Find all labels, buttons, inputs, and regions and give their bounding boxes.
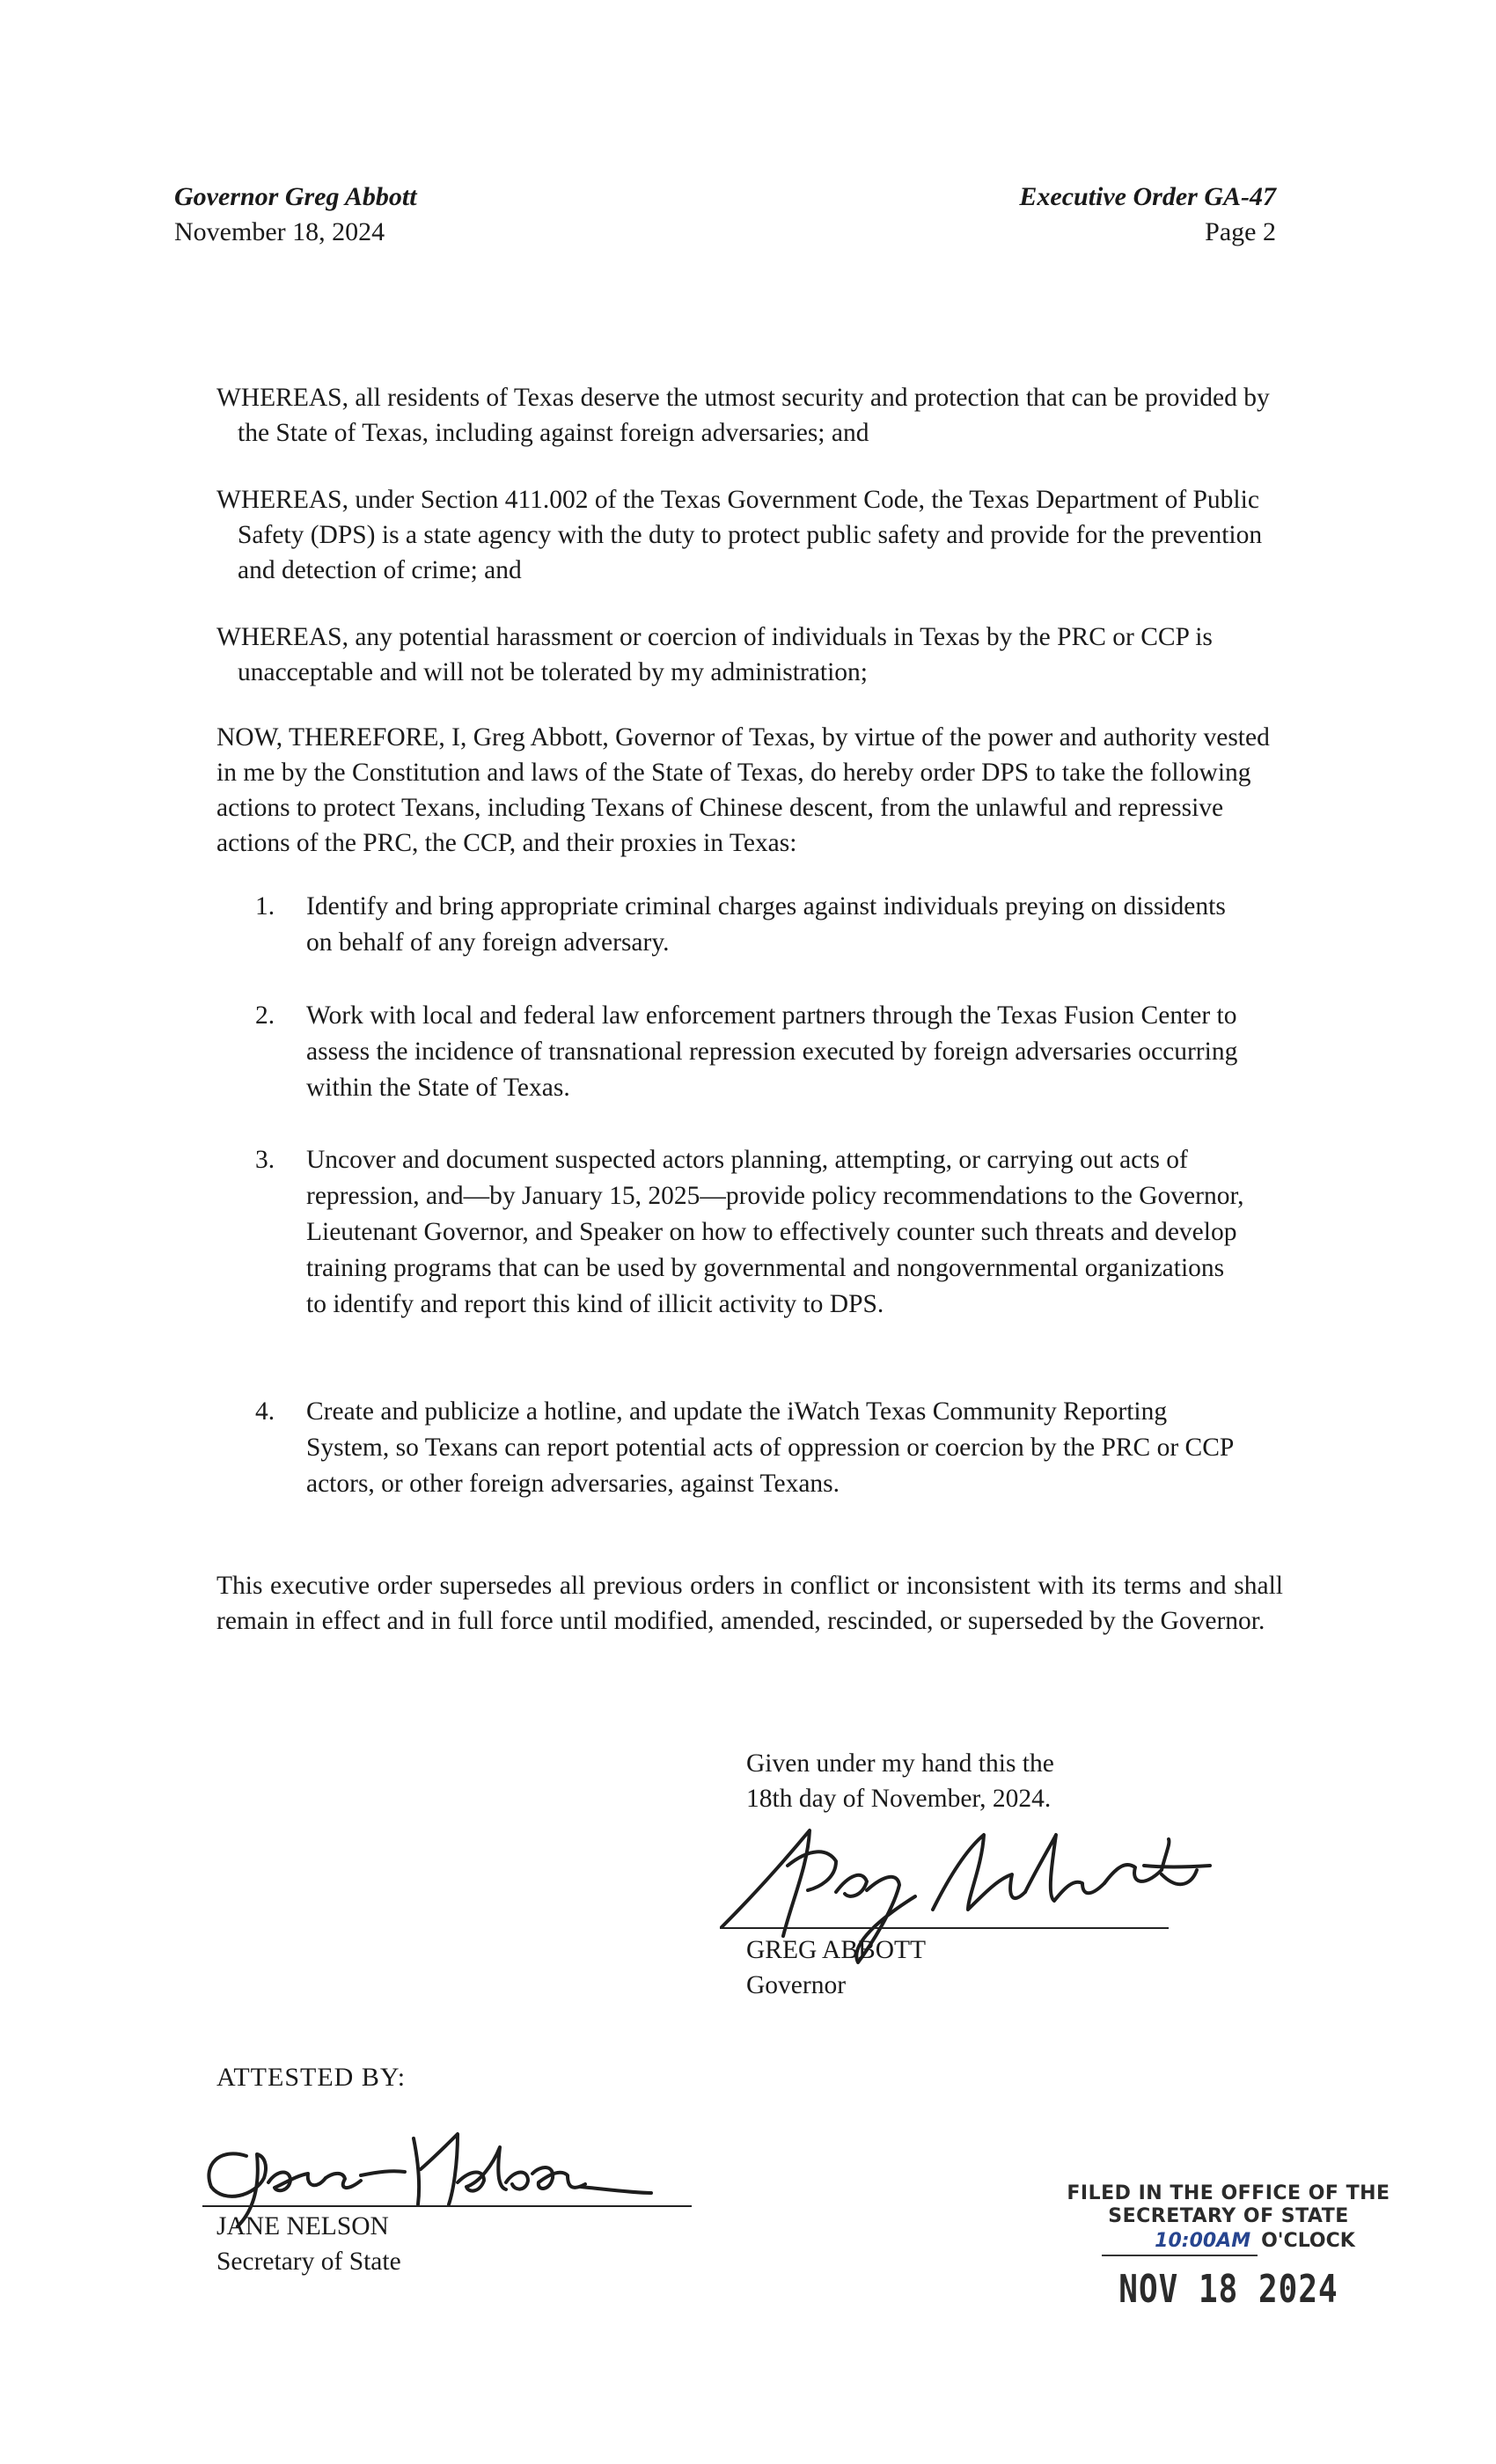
action-text: Work with local and federal law enforcement partners through the Texas Fusion Center to assess the incidence of transnational repression executed by foreign adversaries occurring within the State of Texas.	[306, 1001, 1238, 1102]
action-number: 2.	[255, 1001, 275, 1030]
secretary-title: Secretary of State	[216, 2248, 401, 2276]
header-order: Executive Order GA-47	[1019, 182, 1276, 211]
whereas-clause	[216, 380, 1272, 451]
stamp-date: NOV 18 2024	[1118, 2268, 1338, 2312]
secretary-signature-line	[202, 2205, 692, 2207]
action-text: Uncover and document suspected actors planning, attempting, or carrying out acts of repression, and—by January 15, 2025—provide policy recommendations to the Governor, Lieutenant Governor, and Speaker on how to effectively counter such threats and develop training programs that can be used by governmental and nongovernmental organizations to identify and report this kind of illicit activity to DPS.	[306, 1146, 1244, 1318]
action-item	[255, 1142, 1250, 1323]
governor-title: Governor	[746, 1971, 847, 1999]
header-author: Governor Greg Abbott	[174, 182, 417, 211]
stamp-line-1: FILED IN THE OFFICE OF THE	[1067, 2182, 1390, 2204]
header-left	[174, 180, 417, 250]
header-date: November 18, 2024	[174, 217, 385, 246]
action-item	[255, 889, 1250, 961]
governor-name: GREG ABBOTT	[746, 1936, 927, 1964]
action-number: 1.	[255, 892, 275, 920]
given-line-2: 18th day of November, 2024.	[746, 1785, 1052, 1813]
stamp-time: 10:00AM	[1102, 2228, 1258, 2256]
stamp-oclock: O'CLOCK	[1261, 2230, 1355, 2252]
action-text: Identify and bring appropriate criminal charges against individuals preying on dissidents on behalf of any foreign adversary.	[306, 892, 1226, 957]
whereas-clause	[216, 620, 1272, 690]
action-item	[255, 998, 1250, 1106]
action-number: 3.	[255, 1146, 275, 1174]
attested-label: ATTESTED BY:	[216, 2063, 407, 2092]
header-page: Page 2	[1205, 217, 1276, 246]
header-right	[1019, 180, 1276, 250]
governor-signature-line	[720, 1927, 1169, 1929]
whereas-text: WHEREAS, any potential harassment or coercion of individuals in Texas by the PRC or CCP is unacceptable and will not be tolerated by my administration;	[216, 623, 1213, 686]
whereas-text: WHEREAS, under Section 411.002 of the Texas Government Code, the Texas Department of Public Safety (DPS) is a state agency with the duty to protect public safety and provide for the prevention and detection of crime; and	[216, 486, 1263, 584]
action-text: Create and publicize a hotline, and update the iWatch Texas Community Reporting System, so Texans can report potential acts of oppression or coercion by the PRC or CCP actors, or other foreign adversaries, against Texans.	[306, 1397, 1234, 1498]
stamp-line-2: SECRETARY OF STATE	[1108, 2205, 1349, 2227]
whereas-text: WHEREAS, all residents of Texas deserve the utmost security and protection that can be provided by the State of Texas, including against foreign adversaries; and	[216, 384, 1270, 447]
given-under-hand	[746, 1746, 1054, 1816]
action-number: 4.	[255, 1397, 275, 1426]
filing-stamp	[1052, 2182, 1404, 2313]
whereas-clause	[216, 482, 1272, 588]
action-item	[255, 1394, 1250, 1502]
secretary-name: JANE NELSON	[216, 2212, 389, 2240]
now-therefore-paragraph: NOW, THEREFORE, I, Greg Abbott, Governor of Texas, by virtue of the power and authority vested in me by the Constitution and laws of the State of Texas, do hereby order DPS to take the following actions to protect Texans, including Texans of Chinese descent, from the unlawful and repressive actions of the PRC, the CCP, and their proxies in Texas:	[216, 723, 1270, 857]
stamp-time-line	[1052, 2228, 1404, 2256]
given-line-1: Given under my hand this the	[746, 1749, 1054, 1778]
closing-paragraph: This executive order supersedes all previous orders in conflict or inconsistent with its terms and shall remain in effect and in full force until modified, amended, rescinded, or superseded by the Governor.	[216, 1572, 1283, 1635]
